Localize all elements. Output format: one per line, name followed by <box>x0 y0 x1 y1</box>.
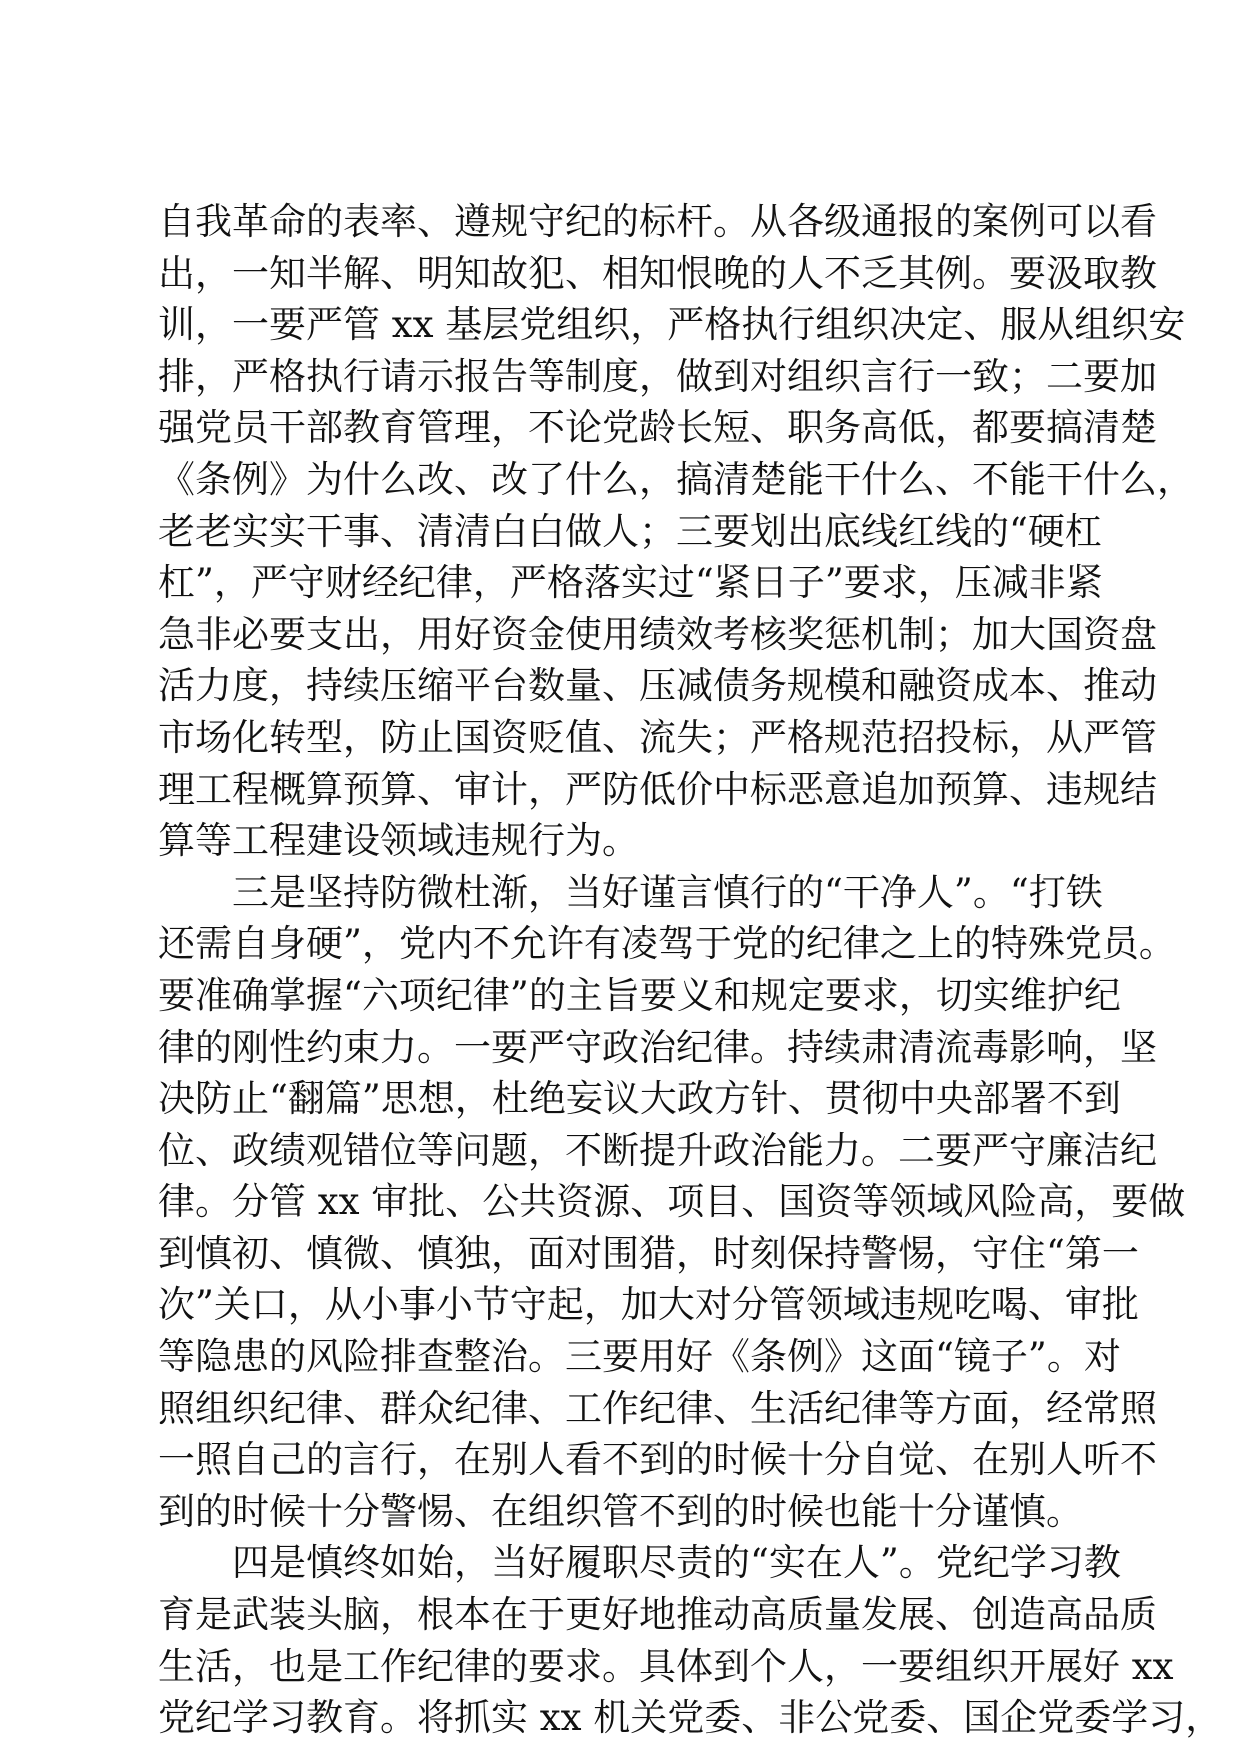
text-line: 老老实实干事、清清白白做人；三要划出底线红线的“硬杠 <box>158 509 1102 553</box>
text-line: 排，严格执行请示报告等制度，做到对组织言行一致；二要加 <box>158 354 1157 398</box>
text-line: 杠”，严守财经纪律，严格落实过“紧日子”要求，压减非紧 <box>158 561 1103 605</box>
text-line: 律的刚性约束力。一要严守政治纪律。持续肃清流毒影响，坚 <box>158 1025 1157 1069</box>
text-line: 急非必要支出，用好资金使用绩效考核奖惩机制；加大国资盘 <box>158 612 1157 656</box>
paragraph-start-line: 四是慎终如始，当好履职尽责的“实在人”。党纪学习教 <box>232 1541 1121 1585</box>
text-line: 等隐患的风险排查整治。三要用好《条例》这面“镜子”。对 <box>158 1335 1121 1379</box>
text-line: 律。分管 xx 审批、公共资源、项目、国资等领域风险高，要做 <box>158 1180 1186 1224</box>
text-line: 强党员干部教育管理，不论党龄长短、职务高低，都要搞清楚 <box>158 406 1157 450</box>
text-line: 生活，也是工作纪律的要求。具体到个人，一要组织开展好 xx <box>158 1644 1174 1688</box>
text-line: 照组织纪律、群众纪律、工作纪律、生活纪律等方面，经常照 <box>158 1386 1157 1430</box>
text-line: 党纪学习教育。将抓实 xx 机关党委、非公党委、国企党委学习， <box>158 1696 1223 1740</box>
text-line: 市场化转型，防止国资贬值、流失；严格规范招投标，从严管 <box>158 715 1157 759</box>
text-line: 位、政绩观错位等问题，不断提升政治能力。二要严守廉洁纪 <box>158 1128 1157 1172</box>
text-line: 要准确掌握“六项纪律”的主旨要义和规定要求，切实维护纪 <box>158 973 1121 1017</box>
paragraph-end-line: 算等工程建设领域违规行为。 <box>158 819 639 863</box>
text-line: 活力度，持续压缩平台数量、压减债务规模和融资成本、推动 <box>158 664 1157 708</box>
text-line: 决防止“翻篇”思想，杜绝妄议大政方针、贯彻中央部署不到 <box>158 1077 1121 1121</box>
text-line: 一照自己的言行，在别人看不到的时候十分自觉、在别人听不 <box>158 1438 1157 1482</box>
text-line: 出，一知半解、明知故犯、相知恨晚的人不乏其例。要汲取教 <box>158 251 1157 295</box>
text-line: 训，一要严管 xx 基层党组织，严格执行组织决定、服从组织安 <box>158 303 1186 347</box>
text-line: 《条例》为什么改、改了什么，搞清楚能干什么、不能干什么， <box>158 457 1194 501</box>
text-line: 理工程概算预算、审计，严防低价中标恶意追加预算、违规结 <box>158 767 1157 811</box>
text-line: 次”关口，从小事小节守起，加大对分管领域违规吃喝、审批 <box>158 1283 1139 1327</box>
text-line: 自我革命的表率、遵规守纪的标杆。从各级通报的案例可以看 <box>158 200 1157 243</box>
text-line: 育是武装头脑，根本在于更好地推动高质量发展、创造高品质 <box>158 1593 1157 1637</box>
text-line: 还需自身硬”，党内不允许有凌驾于党的纪律之上的特殊党员。 <box>158 922 1176 966</box>
document-body <box>158 196 1223 1744</box>
text-line: 到慎初、慎微、慎独，面对围猎，时刻保持警惕，守住“第一 <box>158 1231 1139 1275</box>
paragraph-end-line: 到的时候十分警惕、在组织管不到的时候也能十分谨慎。 <box>158 1489 1083 1533</box>
paragraph-start-line: 三是坚持防微杜渐，当好谨言慎行的“干净人”。“打铁 <box>232 870 1103 914</box>
